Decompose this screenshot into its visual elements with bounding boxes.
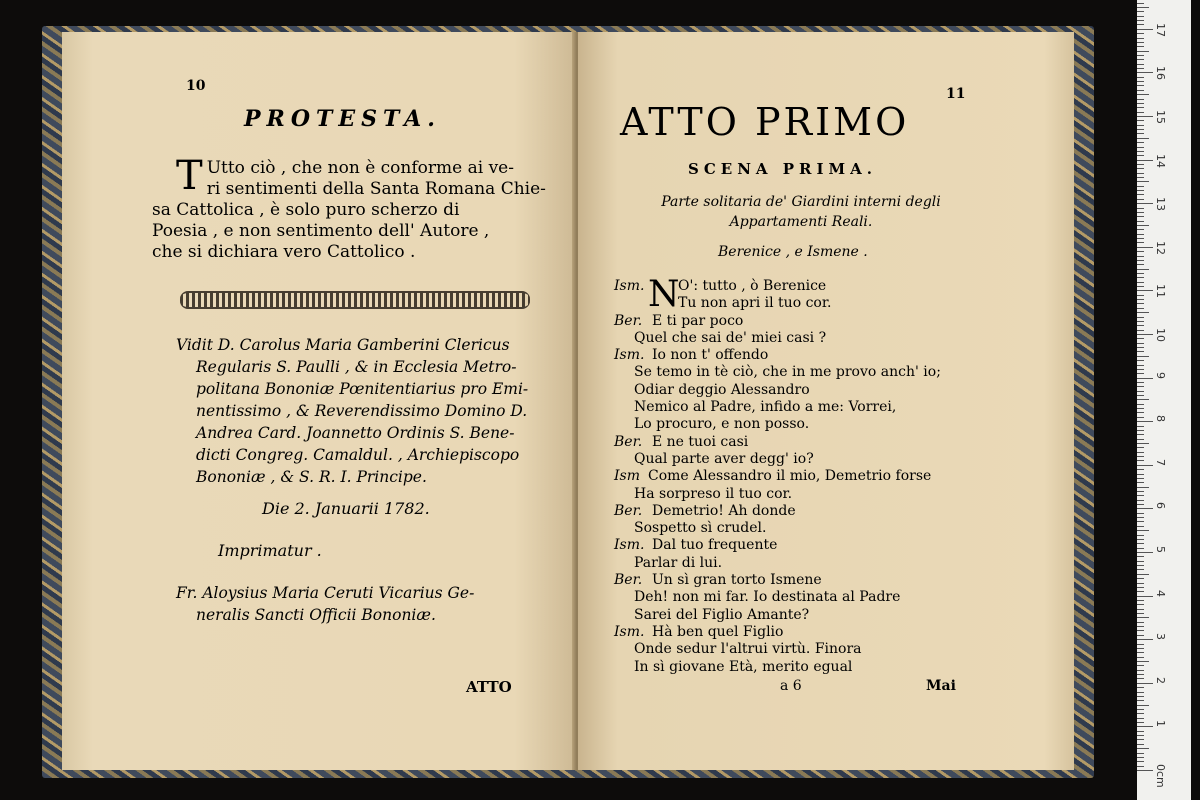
ornamental-rule <box>180 291 530 309</box>
ruler-tick <box>1137 343 1144 344</box>
dialogue-text: Come Alessandro il mio, Demetrio forse <box>648 468 932 485</box>
measuring-ruler <box>1137 0 1191 800</box>
signature-paragraph <box>176 582 474 626</box>
ruler-number: 7 <box>1154 458 1167 466</box>
dialogue-line <box>614 624 974 641</box>
dialogue-text: Parlar di lui. <box>634 554 723 571</box>
ruler-tick <box>1137 360 1144 361</box>
ruler-tick <box>1137 55 1144 56</box>
dialogue-text: Demetrio! Ah donde <box>652 502 796 519</box>
ruler-tick <box>1137 256 1144 257</box>
ruler-tick <box>1137 129 1144 130</box>
ruler-tick <box>1137 151 1144 152</box>
ruler-tick <box>1137 16 1144 17</box>
dialogue-speaker: Ism. <box>614 623 645 640</box>
ruler-number: 2 <box>1154 676 1167 684</box>
ruler-tick <box>1137 238 1144 239</box>
ruler-tick <box>1137 299 1144 300</box>
ruler-tick <box>1137 107 1144 108</box>
dialogue-line <box>614 295 974 312</box>
ruler-tick <box>1137 142 1144 143</box>
dialogue-speaker: Ber. <box>614 433 643 450</box>
ruler-tick <box>1137 29 1153 30</box>
ruler-tick <box>1137 408 1144 409</box>
ruler-tick <box>1137 543 1144 544</box>
ruler-tick <box>1137 696 1144 697</box>
ruler-tick <box>1137 260 1144 261</box>
ruler-number: 0cm <box>1154 764 1167 788</box>
ruler-number: 10 <box>1154 328 1167 342</box>
ruler-tick <box>1137 186 1144 187</box>
ruler-tick <box>1137 504 1144 505</box>
ruler-tick <box>1137 395 1144 396</box>
dialogue-speaker: Ism. <box>614 537 645 554</box>
dialogue-text: Sospetto sì crudel. <box>634 520 767 537</box>
dialogue-text: Qual parte aver degg' io? <box>634 450 814 467</box>
ruler-tick <box>1137 404 1144 405</box>
protest-line: sa Cattolica , è solo puro scherzo di <box>152 200 460 220</box>
ruler-tick <box>1137 365 1144 366</box>
imprimatur-line: Regularis S. Paulli , & in Ecclesia Metro- <box>196 358 517 376</box>
ruler-tick <box>1137 373 1144 374</box>
left-page-number: 10 <box>186 78 206 94</box>
ruler-tick <box>1137 535 1144 536</box>
ruler-tick <box>1137 168 1144 169</box>
ruler-tick <box>1137 160 1153 161</box>
ruler-tick <box>1137 68 1144 69</box>
ruler-tick <box>1137 225 1149 226</box>
ruler-tick <box>1137 173 1144 174</box>
ruler-tick <box>1137 112 1144 113</box>
ruler-tick <box>1137 622 1144 623</box>
dialogue-line <box>614 503 974 520</box>
ruler-tick <box>1137 7 1149 8</box>
ruler-tick <box>1137 630 1144 631</box>
right-page-number: 11 <box>946 86 966 102</box>
ruler-tick <box>1137 378 1153 379</box>
ruler-tick <box>1137 753 1144 754</box>
scene-characters: Berenice , e Ismene . <box>718 244 868 260</box>
ruler-number: 9 <box>1154 371 1167 379</box>
ruler-tick <box>1137 269 1149 270</box>
dialogue-text: Ha sorpreso il tuo cor. <box>634 485 793 502</box>
ruler-tick <box>1137 652 1144 653</box>
ruler-tick <box>1137 574 1149 575</box>
ruler-number: 15 <box>1154 110 1167 124</box>
dialogue-text: E ti par poco <box>652 312 744 329</box>
ruler-tick <box>1137 591 1144 592</box>
protest-line: ri sentimenti della Santa Romana Chie- <box>206 179 546 199</box>
ruler-number: 11 <box>1154 284 1167 299</box>
ruler-tick <box>1137 587 1144 588</box>
signature-line: Fr. Aloysius Maria Ceruti Vicarius Ge- <box>176 584 475 602</box>
ruler-tick <box>1137 439 1144 440</box>
right-catchword: Mai <box>926 678 956 694</box>
ruler-tick <box>1137 90 1144 91</box>
protest-line: Utto ciò , che non è conforme ai ve- <box>206 158 514 178</box>
ruler-tick <box>1137 295 1144 296</box>
ruler-tick <box>1137 700 1144 701</box>
imprimatur-line: dicti Congreg. Camaldul. , Archiepiscopo <box>196 446 520 464</box>
ruler-tick <box>1137 72 1153 73</box>
ruler-tick <box>1137 317 1144 318</box>
ruler-tick <box>1137 177 1144 178</box>
ruler-tick <box>1137 744 1144 745</box>
ruler-tick <box>1137 469 1144 470</box>
ruler-tick <box>1137 539 1144 540</box>
ruler-tick <box>1137 33 1144 34</box>
dialogue-text: Odiar deggio Alessandro <box>634 381 810 398</box>
ruler-tick <box>1137 351 1144 352</box>
dialogue-line <box>614 434 974 451</box>
imprimatur-word: Imprimatur . <box>218 541 322 560</box>
ruler-tick <box>1137 212 1144 213</box>
ruler-number: 16 <box>1154 66 1167 81</box>
ruler-tick <box>1137 399 1149 400</box>
ruler-tick <box>1137 208 1144 209</box>
ruler-tick <box>1137 273 1144 274</box>
ruler-tick <box>1137 347 1144 348</box>
ruler-tick <box>1137 770 1153 771</box>
ruler-tick <box>1137 138 1149 139</box>
act-title: ATTO PRIMO <box>620 100 910 144</box>
dialogue-text: In sì giovane Età, merito egual <box>634 658 853 675</box>
ruler-tick <box>1137 739 1144 740</box>
dialogue-speaker: Ber. <box>614 572 643 589</box>
ruler-tick <box>1137 635 1144 636</box>
ruler-tick <box>1137 51 1149 52</box>
drop-cap-t: T <box>176 153 203 199</box>
ruler-tick <box>1137 713 1144 714</box>
imprimatur-line: Vidit D. Carolus Maria Gamberini Clericus <box>176 336 510 354</box>
ruler-number: 3 <box>1154 633 1167 641</box>
dialogue-block <box>614 274 974 676</box>
drop-cap-n: N <box>648 274 680 315</box>
dialogue-speaker: Ber. <box>614 312 643 329</box>
ruler-tick <box>1137 692 1144 693</box>
ruler-tick <box>1137 766 1144 767</box>
ruler-tick <box>1137 665 1144 666</box>
ruler-tick <box>1137 77 1144 78</box>
ruler-tick <box>1137 465 1153 466</box>
ruler-tick <box>1137 495 1144 496</box>
ruler-tick <box>1137 330 1144 331</box>
ruler-number: 13 <box>1154 197 1167 212</box>
dialogue-text: O': tutto , ò Berenice <box>678 278 827 294</box>
ruler-tick <box>1137 748 1149 749</box>
dialogue-line <box>614 659 974 676</box>
scene-setting <box>644 192 958 232</box>
ruler-tick <box>1137 125 1144 126</box>
approval-date: Die 2. Januarii 1782. <box>262 499 430 518</box>
dialogue-line <box>614 330 974 347</box>
ruler-tick <box>1137 290 1153 291</box>
ruler-tick <box>1137 426 1144 427</box>
ruler-tick <box>1137 181 1149 182</box>
ruler-tick <box>1137 443 1149 444</box>
ruler-tick <box>1137 521 1144 522</box>
protest-line: che si dichiara vero Cattolico . <box>152 242 416 262</box>
setting-line: Appartamenti Reali. <box>729 214 873 230</box>
dialogue-line <box>614 607 974 624</box>
dialogue-line <box>614 313 974 330</box>
ruler-tick <box>1137 548 1144 549</box>
ruler-tick <box>1137 761 1144 762</box>
ruler-tick <box>1137 674 1144 675</box>
ruler-tick <box>1137 38 1144 39</box>
ruler-tick <box>1137 447 1144 448</box>
ruler-tick <box>1137 277 1144 278</box>
dialogue-line <box>614 537 974 554</box>
ruler-tick <box>1137 556 1144 557</box>
ruler-tick <box>1137 757 1144 758</box>
ruler-tick <box>1137 251 1144 252</box>
dialogue-text: Io non t' offendo <box>652 347 769 364</box>
dialogue-text: Nemico al Padre, infido a me: Vorrei, <box>634 399 897 416</box>
ruler-tick <box>1137 203 1153 204</box>
ruler-tick <box>1137 64 1144 65</box>
ruler-tick <box>1137 147 1144 148</box>
ruler-tick <box>1137 312 1149 313</box>
ruler-number: 1 <box>1154 720 1167 728</box>
ruler-tick <box>1137 613 1144 614</box>
dialogue-line <box>614 382 974 399</box>
dialogue-line <box>614 451 974 468</box>
ruler-tick <box>1137 648 1144 649</box>
ruler-tick <box>1137 617 1149 618</box>
ruler-tick <box>1137 11 1144 12</box>
ruler-tick <box>1137 59 1144 60</box>
ruler-tick <box>1137 639 1153 640</box>
dialogue-text: Un sì gran torto Ismene <box>652 572 822 589</box>
ruler-tick <box>1137 452 1144 453</box>
imprimatur-line: Bononiæ , & S. R. I. Principe. <box>196 468 427 486</box>
ruler-tick <box>1137 678 1144 679</box>
ruler-tick <box>1137 116 1153 117</box>
dialogue-text: Hà ben quel Figlio <box>652 623 784 640</box>
ruler-tick <box>1137 687 1144 688</box>
protest-paragraph <box>152 153 546 263</box>
ruler-tick <box>1137 487 1149 488</box>
ruler-tick <box>1137 190 1144 191</box>
dialogue-line <box>614 555 974 572</box>
dialogue-speaker: Ism. <box>614 278 645 294</box>
ruler-tick <box>1137 596 1153 597</box>
ruler-tick <box>1137 530 1149 531</box>
ruler-tick <box>1137 242 1144 243</box>
ruler-tick <box>1137 234 1144 235</box>
ruler-tick <box>1137 42 1144 43</box>
dialogue-text: E ne tuoi casi <box>652 433 749 450</box>
ruler-tick <box>1137 626 1144 627</box>
ruler-tick <box>1137 661 1149 662</box>
ruler-tick <box>1137 199 1144 200</box>
ruler-tick <box>1137 456 1144 457</box>
ruler-tick <box>1137 216 1144 217</box>
ruler-tick <box>1137 604 1144 605</box>
signature-mark: a 6 <box>780 678 802 694</box>
dialogue-speaker: Ism. <box>614 347 645 364</box>
signature-line: neralis Sancti Officii Bononiæ. <box>196 606 436 624</box>
ruler-tick <box>1137 338 1144 339</box>
ruler-number: 8 <box>1154 415 1167 423</box>
ruler-tick <box>1137 569 1144 570</box>
ruler-tick <box>1137 24 1144 25</box>
ruler-number: 14 <box>1154 153 1167 168</box>
ruler-tick <box>1137 133 1144 134</box>
ruler-tick <box>1137 731 1144 732</box>
dialogue-line <box>614 399 974 416</box>
ruler-number: 12 <box>1154 240 1167 255</box>
ruler-tick <box>1137 391 1144 392</box>
ruler-tick <box>1137 421 1153 422</box>
dialogue-line <box>614 641 974 658</box>
ruler-tick <box>1137 164 1144 165</box>
protest-title: PROTESTA. <box>244 106 441 132</box>
dialogue-speaker: Ber. <box>614 502 643 519</box>
ruler-tick <box>1137 417 1144 418</box>
ruler-tick <box>1137 356 1149 357</box>
ruler-tick <box>1137 726 1153 727</box>
ruler-tick <box>1137 500 1144 501</box>
dialogue-line <box>614 520 974 537</box>
imprimatur-line: nentissimo , & Reverendissimo Domino D. <box>196 402 528 420</box>
ruler-tick <box>1137 526 1144 527</box>
ruler-tick <box>1137 85 1144 86</box>
ruler-tick <box>1137 99 1144 100</box>
ruler-tick <box>1137 705 1149 706</box>
ruler-tick <box>1137 386 1144 387</box>
ruler-tick <box>1137 194 1144 195</box>
dialogue-text: Se temo in tè ciò, che in me provo anch' io; <box>634 364 941 381</box>
dialogue-text: Onde sedur l'altrui virtù. Finora <box>634 641 862 658</box>
imprimatur-line: Andrea Card. Joannetto Ordinis S. Bene- <box>196 424 515 442</box>
ruler-tick <box>1137 474 1144 475</box>
ruler-tick <box>1137 103 1144 104</box>
ruler-tick <box>1137 120 1144 121</box>
ruler-tick <box>1137 735 1144 736</box>
ruler-tick <box>1137 155 1144 156</box>
dialogue-line <box>614 572 974 589</box>
ruler-tick <box>1137 434 1144 435</box>
dialogue-text: Sarei del Figlio Amante? <box>634 606 810 623</box>
dialogue-line <box>614 416 974 433</box>
ruler-tick <box>1137 247 1153 248</box>
ruler-tick <box>1137 221 1144 222</box>
left-catchword: ATTO <box>466 678 512 696</box>
ruler-tick <box>1137 308 1144 309</box>
ruler-tick <box>1137 644 1144 645</box>
ruler-number: 6 <box>1154 502 1167 510</box>
ruler-tick <box>1137 478 1144 479</box>
ruler-tick <box>1137 412 1144 413</box>
ruler-tick <box>1137 229 1144 230</box>
ruler-tick <box>1137 670 1144 671</box>
ruler-tick <box>1137 81 1144 82</box>
setting-line: Parte solitaria de' Giardini interni degli <box>661 194 941 210</box>
ruler-tick <box>1137 46 1144 47</box>
ruler-tick <box>1137 282 1144 283</box>
ruler-tick <box>1137 513 1144 514</box>
ruler-tick <box>1137 325 1144 326</box>
scene-title: SCENA PRIMA. <box>688 160 878 178</box>
ruler-tick <box>1137 303 1144 304</box>
imprimatur-line: politana Bononiæ Pœnitentiarius pro Emi- <box>196 380 529 398</box>
ruler-tick <box>1137 321 1144 322</box>
ruler-tick <box>1137 657 1144 658</box>
dialogue-text: Dal tuo frequente <box>652 537 778 554</box>
dialogue-speaker: Ism <box>614 468 640 485</box>
dialogue-text: Quel che sai de' miei casi ? <box>634 329 827 346</box>
ruler-tick <box>1137 286 1144 287</box>
ruler-tick <box>1137 491 1144 492</box>
dialogue-text: Tu non apri il tuo cor. <box>678 295 832 312</box>
dialogue-text: Lo procuro, e non posso. <box>634 416 810 433</box>
dialogue-line <box>614 589 974 606</box>
protest-line: Poesia , e non sentimento dell' Autore , <box>152 221 490 241</box>
ruler-tick <box>1137 722 1144 723</box>
ruler-tick <box>1137 718 1144 719</box>
ruler-number: 5 <box>1154 546 1167 553</box>
ruler-tick <box>1137 482 1144 483</box>
imprimatur-paragraph <box>176 334 528 488</box>
ruler-tick <box>1137 600 1144 601</box>
ruler-tick <box>1137 683 1153 684</box>
dialogue-line <box>614 364 974 381</box>
ruler-tick <box>1137 552 1153 553</box>
ruler-tick <box>1137 369 1144 370</box>
dialogue-line <box>614 468 974 485</box>
ruler-tick <box>1137 334 1153 335</box>
dialogue-line <box>614 486 974 503</box>
ruler-tick <box>1137 20 1144 21</box>
ruler-tick <box>1137 565 1144 566</box>
ruler-number: 4 <box>1154 589 1167 597</box>
ruler-tick <box>1137 561 1144 562</box>
ruler-tick <box>1137 508 1153 509</box>
ruler-number: 17 <box>1154 22 1167 37</box>
ruler-tick <box>1137 609 1144 610</box>
ruler-tick <box>1137 583 1144 584</box>
ruler-tick <box>1137 264 1144 265</box>
dialogue-text: Deh! non mi far. Io destinata al Padre <box>634 589 901 606</box>
ruler-tick <box>1137 460 1144 461</box>
ruler-tick <box>1137 382 1144 383</box>
ruler-tick <box>1137 3 1144 4</box>
ruler-tick <box>1137 94 1149 95</box>
ruler-tick <box>1137 709 1144 710</box>
ruler-tick <box>1137 517 1144 518</box>
dialogue-line <box>614 347 974 364</box>
ruler-tick <box>1137 430 1144 431</box>
ruler-tick <box>1137 578 1144 579</box>
